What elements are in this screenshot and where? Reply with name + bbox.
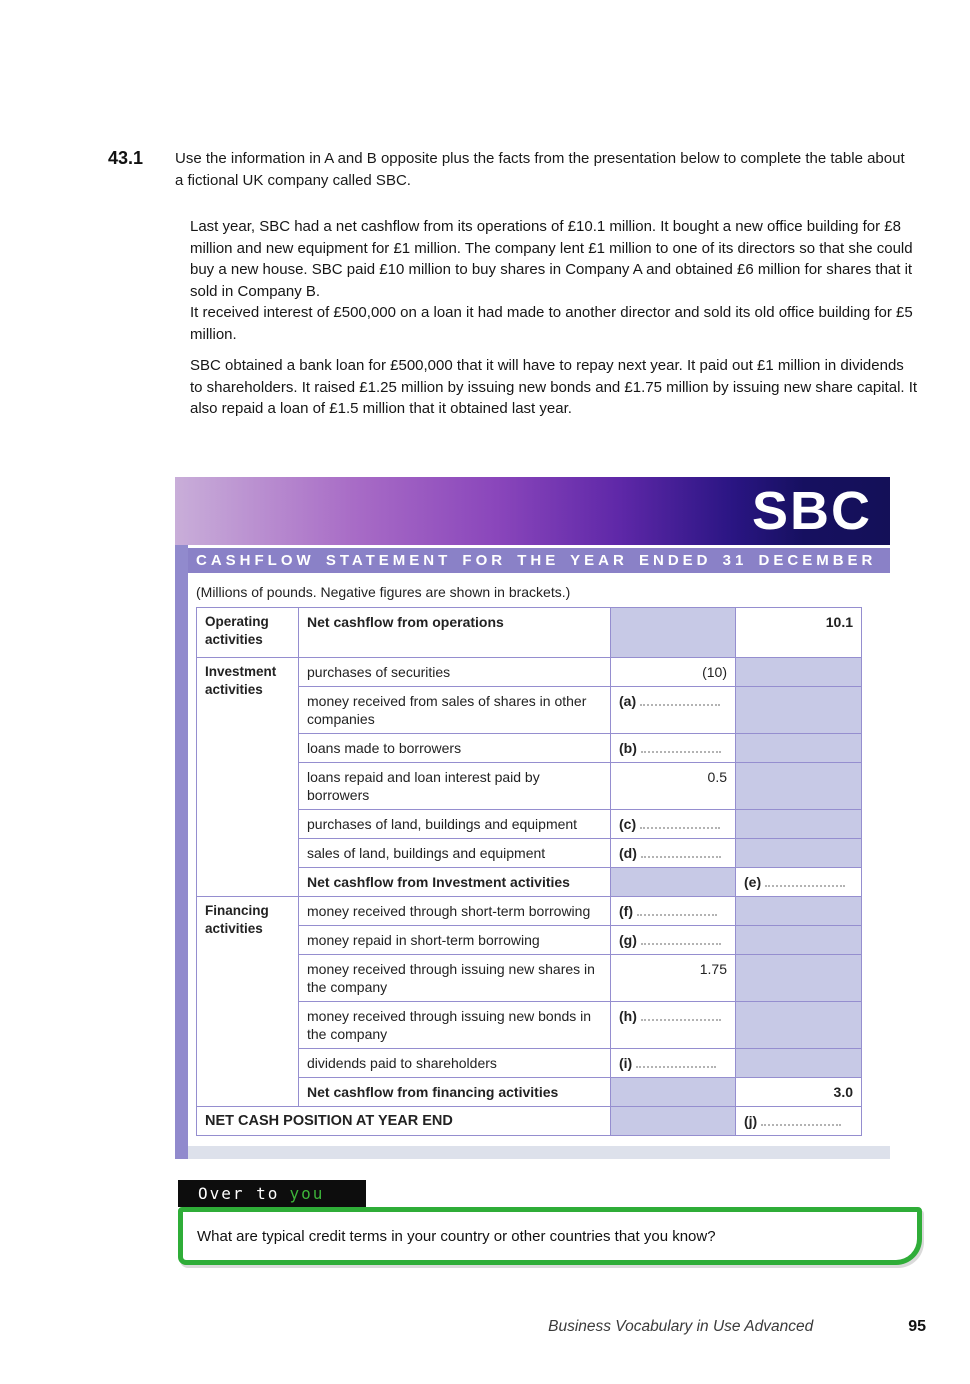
item-label: purchases of securities xyxy=(299,658,611,687)
answer-letter: (c) xyxy=(619,816,637,832)
page-footer xyxy=(0,1318,926,1336)
item-label: money received through short-term borrowing xyxy=(299,897,611,926)
presentation-paragraph-3: SBC obtained a bank loan for £500,000 that it will have to repay next year. It paid out £1 million in dividends to shareholders. It raised £1.25 million by issuing new bonds and £1.75 million by issuing new share capital. It also repaid a loan of £1.5 million that it obtained last year. xyxy=(190,357,918,417)
statement-title-bar: CASHFLOW STATEMENT FOR THE YEAR ENDED 31 DECEMBER xyxy=(188,548,890,573)
item-label: Net cashflow from Investment activities xyxy=(299,868,611,897)
answer-dotted-line xyxy=(640,818,720,829)
answer-letter: (b) xyxy=(619,740,637,756)
item-label: Net cashflow from financing activities xyxy=(299,1078,611,1107)
answer-dotted-line xyxy=(636,1057,716,1068)
shaded-cell xyxy=(611,1107,736,1136)
presentation-paragraph-1: Last year, SBC had a net cashflow from its operations of £10.1 million. It bought a new office building for £8 million and new equipment for £1 million. The company lent £1 million to one of its directors so that she could buy a new house. SBC paid £10 million to buy shares in Company A and obtained £6 million for shares that it sold in Company B. xyxy=(190,218,913,300)
sbc-logo: SBC xyxy=(751,481,872,541)
over-to-you-label-accent: you xyxy=(289,1184,325,1203)
table-row xyxy=(197,658,862,687)
answer-cell xyxy=(611,810,736,839)
answer-cell xyxy=(611,687,736,734)
answer-dotted-line xyxy=(641,847,721,858)
amount-cell: 10.1 xyxy=(736,608,862,658)
answer-letter: (i) xyxy=(619,1055,633,1071)
shaded-cell xyxy=(736,839,862,868)
item-label: dividends paid to shareholders xyxy=(299,1049,611,1078)
item-label: money received from sales of shares in other companies xyxy=(299,687,611,734)
answer-dotted-line xyxy=(640,695,720,706)
shaded-cell xyxy=(736,734,862,763)
answer-letter: (f) xyxy=(619,903,633,919)
category-cell-financing: Financing activities xyxy=(197,897,299,1107)
answer-letter: (h) xyxy=(619,1008,637,1024)
cashflow-table xyxy=(196,607,862,1136)
item-label: loans repaid and loan interest paid by borrowers xyxy=(299,763,611,810)
amount-cell: 0.5 xyxy=(611,763,736,810)
card-bottom-strip xyxy=(188,1146,890,1159)
cashflow-statement-card xyxy=(175,477,890,1159)
item-label: NET CASH POSITION AT YEAR END xyxy=(197,1107,611,1136)
answer-letter: (d) xyxy=(619,845,637,861)
answer-dotted-line xyxy=(641,1010,721,1021)
answer-cell xyxy=(736,1107,862,1136)
answer-letter: (a) xyxy=(619,693,637,709)
answer-dotted-line xyxy=(641,934,721,945)
over-to-you-label: Over to xyxy=(198,1184,280,1203)
shaded-cell xyxy=(736,658,862,687)
shaded-cell xyxy=(736,763,862,810)
answer-cell xyxy=(611,897,736,926)
answer-cell xyxy=(611,839,736,868)
over-to-you-tab xyxy=(178,1180,366,1207)
item-label: money received through issuing new bonds in the company xyxy=(299,1002,611,1049)
exercise-header xyxy=(108,148,918,191)
exercise-number: 43.1 xyxy=(108,148,144,168)
shaded-cell xyxy=(736,955,862,1002)
answer-cell xyxy=(611,734,736,763)
answer-dotted-line xyxy=(637,905,717,916)
answer-cell xyxy=(736,868,862,897)
answer-letter: (e) xyxy=(744,874,762,890)
item-label: loans made to borrowers xyxy=(299,734,611,763)
presentation-text xyxy=(190,216,918,420)
answer-dotted-line xyxy=(641,742,721,753)
category-cell-investment: Investment activities xyxy=(197,658,299,897)
answer-dotted-line xyxy=(765,876,845,887)
shaded-cell xyxy=(611,868,736,897)
shaded-cell xyxy=(736,810,862,839)
shaded-cell xyxy=(736,1049,862,1078)
shaded-cell xyxy=(736,897,862,926)
answer-dotted-line xyxy=(761,1115,841,1126)
shaded-cell xyxy=(736,1002,862,1049)
category-cell-operating: Operating activities xyxy=(197,608,299,658)
answer-cell xyxy=(611,926,736,955)
amount-cell: 1.75 xyxy=(611,955,736,1002)
table-row-operating-net xyxy=(197,608,862,658)
presentation-paragraph-2: It received interest of £500,000 on a loan it had made to another director and sold its old office building for £5 million. xyxy=(190,304,913,343)
item-label: Net cashflow from operations xyxy=(299,608,611,658)
shaded-cell xyxy=(611,1078,736,1107)
shaded-cell xyxy=(611,608,736,658)
table-row xyxy=(197,897,862,926)
shaded-cell xyxy=(736,926,862,955)
footer-book-title: Business Vocabulary in Use Advanced xyxy=(548,1318,814,1335)
answer-cell xyxy=(611,1002,736,1049)
exercise-instructions: Use the information in A and B opposite plus the facts from the presentation below to complete the table about a fictional UK company called SBC. xyxy=(175,150,905,189)
footer-page-number: 95 xyxy=(908,1318,926,1335)
card-left-strip xyxy=(175,545,188,1159)
shaded-cell xyxy=(736,687,862,734)
table-row-net-cash-position xyxy=(197,1107,862,1136)
answer-letter: (g) xyxy=(619,932,637,948)
item-label: sales of land, buildings and equipment xyxy=(299,839,611,868)
amount-cell: (10) xyxy=(611,658,736,687)
sbc-banner xyxy=(175,477,890,545)
item-label: money received through issuing new shares in the company xyxy=(299,955,611,1002)
statement-note: (Millions of pounds. Negative figures are shown in brackets.) xyxy=(196,584,571,600)
answer-letter: (j) xyxy=(744,1113,758,1129)
over-to-you-box xyxy=(178,1207,922,1265)
statement-main-column xyxy=(188,545,890,1159)
amount-cell: 3.0 xyxy=(736,1078,862,1107)
statement-body xyxy=(175,545,890,1159)
item-label: money repaid in short-term borrowing xyxy=(299,926,611,955)
answer-cell xyxy=(611,1049,736,1078)
item-label: purchases of land, buildings and equipment xyxy=(299,810,611,839)
over-to-you-question: What are typical credit terms in your country or other countries that you know? xyxy=(197,1227,716,1245)
